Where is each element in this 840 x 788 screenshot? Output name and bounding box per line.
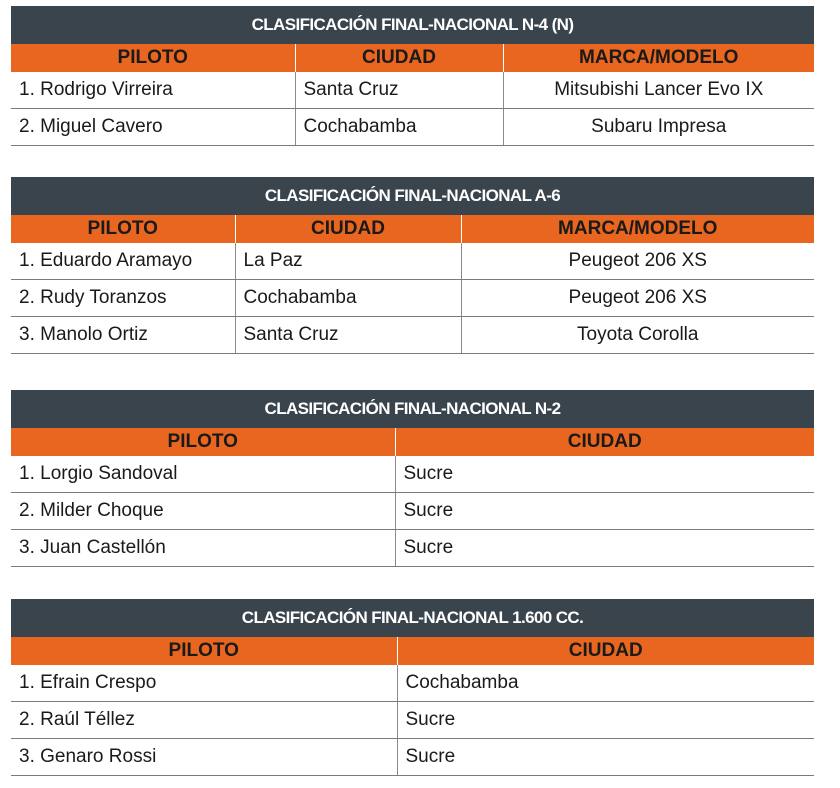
- cell-marca-modelo: Peugeot 206 XS: [461, 243, 814, 280]
- cell-ciudad: Sucre: [397, 702, 814, 739]
- table-row: [11, 739, 814, 776]
- table-row: [11, 530, 814, 567]
- table-row: [11, 72, 814, 109]
- standings-table-1600cc: [11, 599, 814, 776]
- cell-piloto: 2. Raúl Téllez: [11, 702, 397, 739]
- table-row: [11, 456, 814, 493]
- header-piloto: PILOTO: [11, 44, 295, 72]
- standings-table-n4: [11, 6, 814, 146]
- cell-piloto: 3. Manolo Ortiz: [11, 317, 235, 354]
- table-title: CLASIFICACIÓN FINAL-NACIONAL 1.600 CC.: [11, 599, 814, 637]
- cell-marca-modelo: Mitsubishi Lancer Evo IX: [503, 72, 814, 109]
- table-row: [11, 317, 814, 354]
- results-table: [11, 44, 814, 146]
- results-table: [11, 215, 814, 354]
- cell-ciudad: Sucre: [395, 530, 814, 567]
- table-row: [11, 243, 814, 280]
- header-marca-modelo: MARCA/MODELO: [461, 215, 814, 243]
- table-row: [11, 702, 814, 739]
- table-row: [11, 280, 814, 317]
- cell-marca-modelo: Peugeot 206 XS: [461, 280, 814, 317]
- header-ciudad: CIUDAD: [235, 215, 461, 243]
- standings-table-a6: [11, 177, 814, 354]
- cell-piloto: 2. Milder Choque: [11, 493, 395, 530]
- cell-piloto: 1. Rodrigo Virreira: [11, 72, 295, 109]
- table-title: CLASIFICACIÓN FINAL-NACIONAL N-2: [11, 390, 814, 428]
- table-title: CLASIFICACIÓN FINAL-NACIONAL A-6: [11, 177, 814, 215]
- table-title: CLASIFICACIÓN FINAL-NACIONAL N-4 (N): [11, 6, 814, 44]
- header-row: [11, 44, 814, 72]
- results-table: [11, 428, 814, 567]
- cell-piloto: 2. Miguel Cavero: [11, 109, 295, 146]
- table-row: [11, 493, 814, 530]
- header-row: [11, 637, 814, 665]
- cell-piloto: 1. Eduardo Aramayo: [11, 243, 235, 280]
- header-piloto: PILOTO: [11, 637, 397, 665]
- cell-piloto: 3. Genaro Rossi: [11, 739, 397, 776]
- cell-ciudad: La Paz: [235, 243, 461, 280]
- standings-table-n2: [11, 390, 814, 567]
- cell-piloto: 3. Juan Castellón: [11, 530, 395, 567]
- table-row: [11, 665, 814, 702]
- cell-piloto: 1. Lorgio Sandoval: [11, 456, 395, 493]
- cell-marca-modelo: Toyota Corolla: [461, 317, 814, 354]
- cell-marca-modelo: Subaru Impresa: [503, 109, 814, 146]
- header-ciudad: CIUDAD: [295, 44, 503, 72]
- results-table: [11, 637, 814, 776]
- cell-ciudad: Cochabamba: [235, 280, 461, 317]
- cell-ciudad: Sucre: [395, 456, 814, 493]
- cell-ciudad: Sucre: [395, 493, 814, 530]
- cell-piloto: 1. Efrain Crespo: [11, 665, 397, 702]
- cell-ciudad: Santa Cruz: [235, 317, 461, 354]
- header-piloto: PILOTO: [11, 215, 235, 243]
- cell-ciudad: Sucre: [397, 739, 814, 776]
- header-ciudad: CIUDAD: [395, 428, 814, 456]
- cell-ciudad: Cochabamba: [397, 665, 814, 702]
- header-marca-modelo: MARCA/MODELO: [503, 44, 814, 72]
- header-row: [11, 215, 814, 243]
- header-row: [11, 428, 814, 456]
- header-ciudad: CIUDAD: [397, 637, 814, 665]
- table-row: [11, 109, 814, 146]
- cell-piloto: 2. Rudy Toranzos: [11, 280, 235, 317]
- cell-ciudad: Santa Cruz: [295, 72, 503, 109]
- cell-ciudad: Cochabamba: [295, 109, 503, 146]
- header-piloto: PILOTO: [11, 428, 395, 456]
